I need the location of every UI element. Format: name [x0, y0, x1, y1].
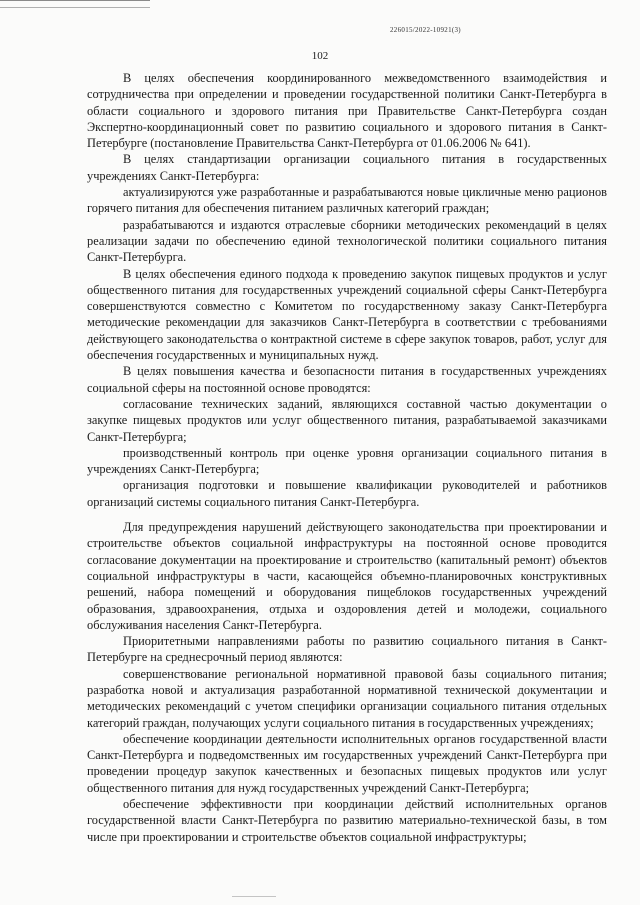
scan-artifact: [232, 896, 276, 897]
paragraph-material-base: обеспечение эффективности при координации действий исполнительных органов государственной власти Санкт-Петербурга по развитию материально-технической базы, в том числе при проектировании и строительстве объектов социальной инфраструктуры;: [87, 797, 607, 844]
paragraph-expert-council: В целях обеспечения координированного межведомственного взаимодействия и сотрудничества при определении и проведении государственной политики Санкт-Петербурга в области социального и здорового питания при Правительстве Санкт-Петербурга создан Экспертно-координационный совет по развитию социального и здорового питания в Санкт-Петербурге (постановление Правительства Санкт-Петербурга от 01.06.2006 № 641).: [87, 71, 607, 151]
paragraph-staff-training: организация подготовки и повышение квалификации руководителей и работников организаций системы социального питания Санкт-Петербурга.: [87, 478, 607, 509]
document-body: [87, 70, 607, 845]
paragraph-coordination-procurement: обеспечение координации деятельности исполнительных органов государственной власти Санкт-Петербурга и подведомственных им государственных учреждений Санкт-Петербурга при проведении процедур закупок качественных и безопасных пищевых продуктов или услуг общественного питания для нужд государственных учреждений Санкт-Петербурга;: [87, 731, 607, 795]
page-number: 102: [311, 50, 329, 62]
paragraph-standardization-intro: В целях стандартизации организации социального питания в государственных учреждениях Санкт-Петербурга:: [87, 152, 607, 183]
paragraph-methodical-collections: разрабатываются и издаются отраслевые сборники методических рекомендаций в целях реализации задачи по обеспечению единой технологической политики социального питания Санкт-Петербурга.: [87, 217, 607, 265]
document-registration-code: 226015/2022-10921(3): [390, 26, 461, 34]
paragraph-technical-specs: согласование технических заданий, являющихся составной частью документации о закупке пищевых продуктов или услуг общественного питания, разрабатываемой заказчиками Санкт-Петербурга;: [87, 396, 607, 444]
paragraph-priorities-intro: Приоритетными направлениями работы по развитию социального питания в Санкт-Петербурге на среднесрочный период являются:: [87, 634, 607, 665]
paragraph-menu-update: актуализируются уже разработанные и разрабатываются новые цикличные меню рационов горячего питания для обеспечения питанием различных категорий граждан;: [87, 185, 607, 216]
scan-edge-mark: [0, 0, 150, 8]
paragraph-production-control: производственный контроль при оценке уровня организации социального питания в учреждениях Санкт-Петербурга;: [87, 445, 607, 477]
paragraph-regulatory-base: совершенствование региональной нормативной правовой базы социального питания; разработка новой и актуализация разработанной нормативной технической документации и методических рекомендаций с учетом специфики организации социального питания отдельных категорий граждан, получающих услуги социального питания в государственных учреждениях;: [87, 666, 607, 730]
paragraph-quality-safety-intro: В целях повышения качества и безопасности питания в государственных учреждениях социальной сферы на постоянной основе проводятся:: [87, 364, 607, 395]
paragraph-procurement-approach: В целях обеспечения единого подхода к проведению закупок пищевых продуктов и услуг общественного питания для государственных учреждений социальной сферы Санкт-Петербурга совершенствуются совместно с Комитетом по государственному заказу Санкт-Петербурга методические рекомендации для заказчиков Санкт-Петербурга в соответствии с требованиями действующего законодательства о контрактной системе в сфере закупок товаров, работ, услуг для обеспечения государственных и муниципальных нужд.: [87, 266, 607, 363]
paragraph-construction-approval: Для предупреждения нарушений действующего законодательства при проектировании и строительстве объектов социальной инфраструктуры на постоянной основе проводится согласование документации на проектирование и строительство (капитальный ремонт) объектов социальной инфраструктуры в части, касающейся объемно-планировочных конструктивных решений, набора помещений и оборудования пищеблоков государственных учреждений образования, здравоохранения, отдыха и оздоровления детей и молодежи, социального обслуживания населения Санкт-Петербурга.: [87, 520, 607, 632]
